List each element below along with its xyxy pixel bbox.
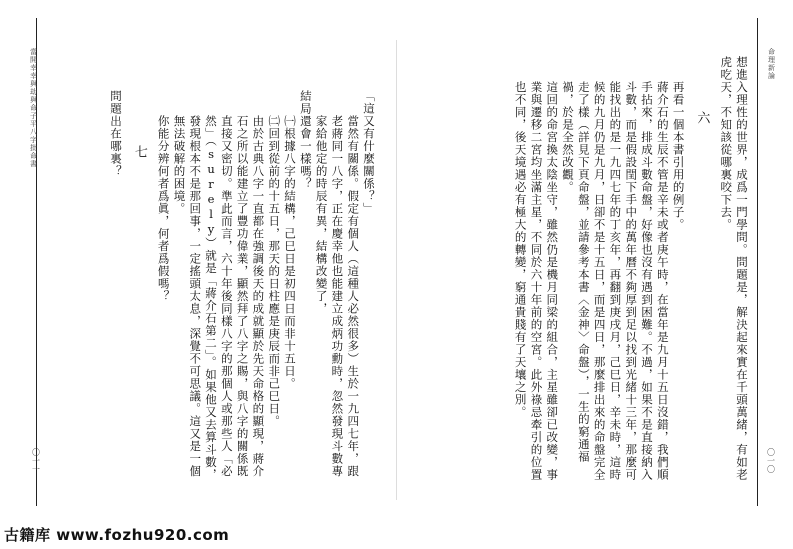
right-page-body [437,56,749,486]
footer-bar [0,517,793,549]
paragraph: 由於古典八字一直都在強調後天的成就顯於先天命格的顯現，蔣介石之所以能建立了豐功偉業，顯然拜了八字之賜，與八字的關係既直接又密切。準此而言，六十年後同樣八字的那個人或那些人「必然」（surely）就是「蔣介石第二」。如果他又去算斗數，發現根本不是那回事，一定搖頭太息，深覺不可思議。這又是一個無法破解的困境。 [172,115,266,482]
left-page-folio: 〇一一 [31,448,41,474]
paragraph: 你能分辨何者爲眞，何者爲假嗎？ [156,115,171,303]
section-number: 七 [131,144,147,159]
right-page [397,18,793,506]
paragraph: ㈠根據八字的結構，己巳日是初四日而非十五日。 [283,115,298,391]
paragraph: 想進入理性的世界，成爲一門學問。問題是，解決起來實在千頭萬緒，有如老虎吃天，不知該從哪裏咬下去。 [719,56,749,481]
section-heading: 問題出在哪裏？ [109,90,124,178]
paragraph: 再看一個本書引用的例子。 [671,81,686,232]
paragraph: ㈡回到從前的十五日，那天的日柱應是庚辰而非己巳日。 [267,115,282,428]
watermark-text: 古籍库 www.fozhu920.com [4,526,230,544]
section-number: 六 [694,110,710,125]
paragraph: 當然有關係。假定有個人（這種人必然很多）生於一九四七年，跟老蔣同一八字，正在慶幸他也能建立成炳功勳時，忽然發現斗數專家給他定的時辰有異，結構改變了， [314,115,361,478]
right-page-folio: 〇一〇 [766,448,776,474]
left-page [0,18,396,506]
left-page-body [86,90,376,490]
paragraph: 結局還會一樣嗎？ [298,90,313,190]
paragraph: 這回的命宮換太陰坐守，雖然仍是機月同梁的組合，主星雖卻已改變，事業與遷移二宮均坐滿主星，不同於六十年前的空宮。此外祿忌牽引的位置也不同，後天境遇必有極大的轉變，窮通貴賤有了天壤之別。 [513,81,560,482]
paragraph: 蔣介石的生辰不管是辛未或者庚午時，在當年是九月十五日沒錯，我們順手拈來，排成斗數命盤，好像也沒有遇到困難。不過，如果不是直接納入斗數，而是假設閏下手中的萬年曆不夠厚到足以找到光緒十三年，那麼可能找出的是一九四七年的丁亥年，再翻到庚戌月，己巳日，辛未時，這時候的九月仍是九月，日卻不是十五日，而是四日，那麼排出來的命盤完全走了樣（詳見下頁命盤，並請參考本書〈金神〉命盤），一生的窮通福禍，於是全然改觀。 [561,81,670,482]
right-page-border [757,18,758,506]
right-page-header: 命理新論 [767,48,776,80]
left-page-header: 當開幸幸與劫與命子平八字批命書 [29,48,38,168]
paragraph: 「這又有什麼關係？」 [362,90,376,215]
